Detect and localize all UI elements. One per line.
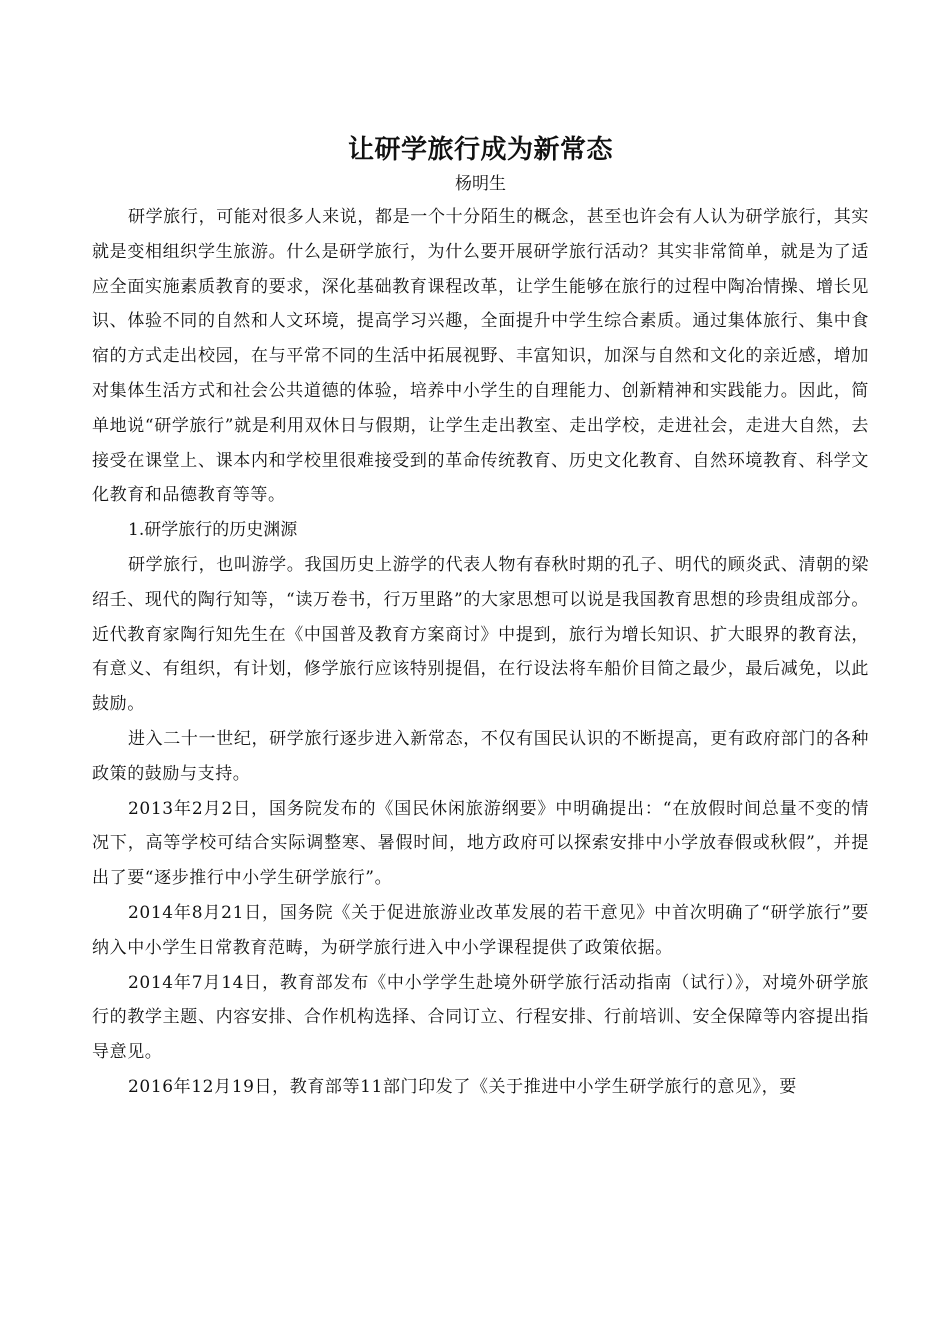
intro-paragraph: 研学旅行，可能对很多人来说，都是一个十分陌生的概念，甚至也许会有人认为研学旅行，其实就是变相组织学生旅游。什么是研学旅行，为什么要开展研学旅行活动？其实非常简单，就是为了适应全面实施素质教育的要求，深化基础教育课程改革，让学生能够在旅行的过程中陶冶情操、增长见识、体验不同的自然和人文环境，提高学习兴趣，全面提升中学生综合素质。通过集体旅行、集中食宿的方式走出校园，在与平常不同的生活中拓展视野、丰富知识，加深与自然和文化的亲近感，增加对集体生活方式和社会公共道德的体验，培养中小学生的自理能力、创新精神和实践能力。因此，简单地说“研学旅行”就是利用双休日与假期，让学生走出教室、走出学校，走进社会，走进大自然，去接受在课堂上、课本内和学校里很难接受到的革命传统教育、历史文化教育、自然环境教育、科学文化教育和品德教育等等。 <box>92 207 869 506</box>
section-paragraph-5: 2014年7月14日，教育部发布《中小学学生赴境外研学旅行活动指南（试行）》，对境外研学旅行的教学主题、内容安排、合作机构选择、合同订立、行程安排、行前培训、安全保障等内容提出指导意见。 <box>92 972 869 1063</box>
document-author: 杨明生 <box>455 174 506 194</box>
section-heading: 1.研学旅行的历史渊源 <box>128 520 298 541</box>
section-paragraph-4: 2014年8月21日，国务院《关于促进旅游业改革发展的若干意见》中首次明确了“研学旅行”要纳入中小学生日常教育范畴，为研学旅行进入中小学课程提供了政策依据。 <box>92 902 869 958</box>
document-page <box>92 130 869 1105</box>
section-paragraph-3: 2013年2月2日，国务院发布的《国民休闲旅游纲要》中明确提出：“在放假时间总量不变的情况下，高等学校可结合实际调整寒、暑假时间，地方政府可以探索安排中小学放春假或秋假”，并提出了要“逐步推行中小学生研学旅行”。 <box>92 798 869 889</box>
section-paragraph-1: 研学旅行，也叫游学。我国历史上游学的代表人物有春秋时期的孔子、明代的顾炎武、清朝的梁绍壬、现代的陶行知等，“读万卷书，行万里路”的大家思想可以说是我国教育思想的珍贵组成部分。近代教育家陶行知先生在《中国普及教育方案商讨》中提到，旅行为增长知识、扩大眼界的教育法，有意义、有组织，有计划，修学旅行应该特别提倡，在行设法将车船价目简之最少，最后减免，以此鼓励。 <box>92 554 869 715</box>
section-paragraph-6: 2016年12月19日，教育部等11部门印发了《关于推进中小学生研学旅行的意见》，要 <box>128 1076 797 1097</box>
document-title: 让研学旅行成为新常态 <box>347 135 613 165</box>
section-paragraph-2: 进入二十一世纪，研学旅行逐步进入新常态，不仅有国民认识的不断提高，更有政府部门的各种政策的鼓励与支持。 <box>92 728 869 784</box>
